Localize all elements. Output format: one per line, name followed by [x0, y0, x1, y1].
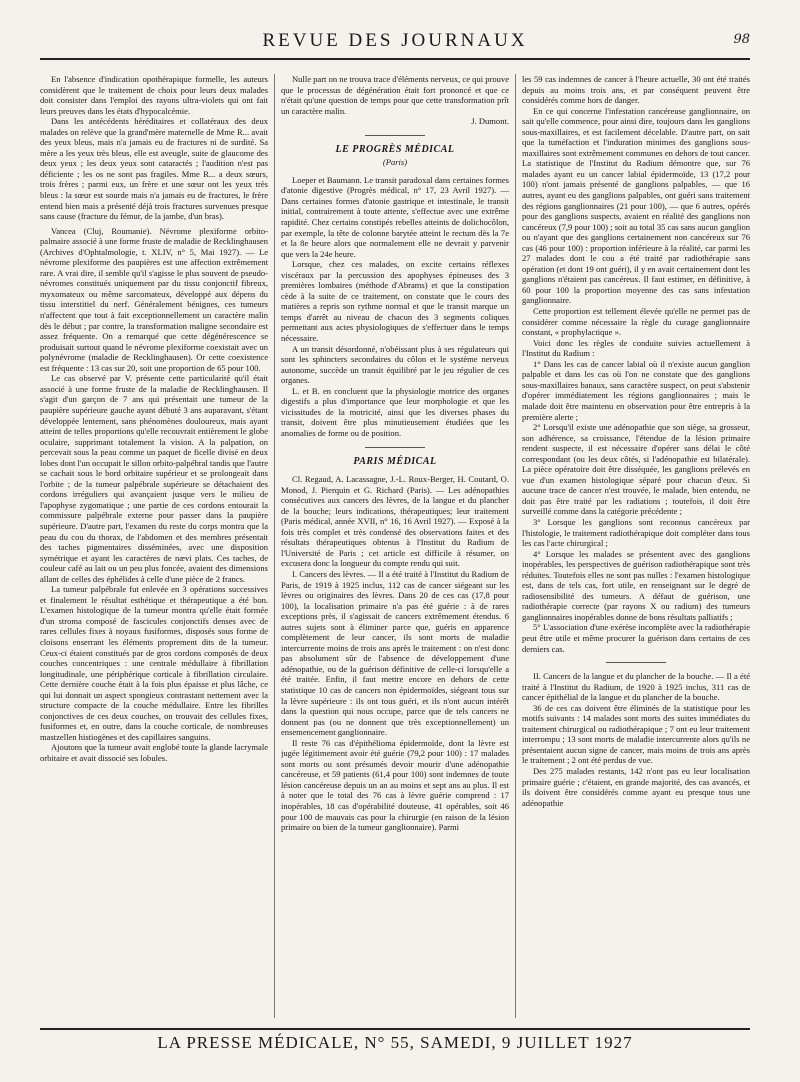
paragraph: Nulle part on ne trouva trace d'éléments nerveux, ce qui prouve que le processus de dégénération était fort prononcé et que ce n'était qu'une question de temps pour que cette transformation prît un caractère malin.	[281, 74, 509, 116]
section-divider	[606, 662, 666, 663]
paragraph: Voici donc les règles de conduite suivies actuellement à l'Institut du Radium :	[522, 337, 750, 359]
running-footer	[40, 1028, 750, 1058]
paragraph: L. et B. en concluent que la physiologie motrice des organes digestifs a plus d'importance que leur morphologie et que les vicissitudes de la motricité, ainsi que les diverses phases du transit, doivent être plus minutieusement étudiées que les anomalies de forme ou de position.	[281, 385, 509, 438]
paragraph: Dans les antécédents héréditaires et collatéraux des deux malades on relève que la grand'mère maternelle de Mme R... avait des yeux bleus, mais n'a jamais eu de fractures ni de surdité. Sa mère a les yeux très bleus, elle est aveugle, suite de glaucome des deux yeux ; les deux yeux sont cataractés ; l'audition n'est pas déficiente ; les os ne sont pas fragiles. Mme R... a deux sœurs, trois frères ; parmi eux, un frère et une sœur ont les yeux très bleus : la sœur est sourde mais n'a jamais eu de fractures, le frère entend bien mais a présenté déjà trois fractures survenues presque sans cause (fracture du fémur, de la jambe, d'un bras).	[40, 116, 268, 222]
section-title-paris-medical: PARIS MÉDICAL	[353, 455, 437, 467]
journal-section-title: REVUE DES JOURNAUX	[262, 30, 528, 51]
paragraph: 2° Lorsqu'il existe une adénopathie que son siège, sa grosseur, son adhérence, sa croissance, l'étendue de la lésion primaire rendent suspecte, il est nécessaire d'opérer sans délai le côté correspondant (ou les deux côtés, si l'adénopathie est bilatérale). La pièce opératoire doit être disséquée, les ganglions prélevés en vue d'un examen histologique séparé pour chacun d'eux. Si aucune trace de cancer n'est trouvée, le malade, bien entendu, ne doit pas être traité par les radiations ; toutefois, il doit être surveillé comme dans la catégorie précédente ;	[522, 422, 750, 517]
paragraph: I. Cancers des lèvres. — Il a été traité à l'Institut du Radium de Paris, de 1919 à 1925 inclus, 112 cas de cancer siégeant sur les lèvres ou originaires des lèvres. Dans 20 de ces cas (17,8 pour 100), la localisation primaire n'a pas été guérie : à de rares exceptions près, il s'agissait de cancers extrêmement étendus. 6 autres sujets sont à éliminer parce que, guéris en apparence complètement de leur cancer, ils sont morts de maladie intercurrente moins de trois ans après le traitement : on n'est donc pas absolument sûr de l'absence de développement d'une adénopathie, ou de la guérison définitive de celle-ci lorsqu'elle a été traitée. Enfin, il faut mettre encore en dehors de cette statistique 10 cas de cancers non épidermoïdes, siégeant tous sur la lèvre supérieure : ils ont tous guéri, et ils n'ont aucun intérêt dans la question qui nous occupe, parce que de tels cancers ne donnent pas (ou ne donnent que très exceptionnellement) un ensemencement ganglionnaire.	[281, 568, 509, 738]
abstract-regaud: Cl. Regaud, A. Lacassagne, J.-L. Roux-Berger, H. Coutard, O. Monod, J. Pierquin et G. Richard (Paris). — Les adénopathies consécutives aux cancers des lèvres, de la langue et du plancher de la bouche; leurs indications, thérapeutiques; leur traitement (Paris médical, année XVII, n° 16, 16 Avril 1927). — Exposé à la fois très complet et très condensé des observations faites et des résultats thérapeutiques obtenus à l'Institut du Radium de l'Université de Paris ; cet article est difficile à résumer, on excusera donc la longueur du compte rendu qui suit.	[281, 474, 509, 569]
paragraph: La tumeur palpébrale fut enlevée en 3 opérations successives et finalement le résultat esthétique et thérapeutique a été bon. L'examen histologique de la tumeur montra qu'elle était formée d'un stroma composé de fascicules conjonctifs denses avec de rares cellules fixes à noyaux fusiformes, disposés sous forme de cloisons enserrant les éléments proprement dits de la tumeur. Ceux-ci étaient constitués par de gros cordons composés de deux couches concentriques : une centrale médullaire à fibrillation longitudinale, une périphérique corticale à fibrillation circulaire. Cette dernière couche était à la fois plus épaisse et plus lâche, ce qui lui donnait un aspect spongieux contrastant nettement avec la structure compacte de la couche médullaire. Entre les fibrilles conjonctives de ces deux couches, on trouvait des cellules fixes, fusiformes et, en outre, dans la couche corticale, de nombreuses mastzellen histiogènes et des capillaires sanguins.	[40, 584, 268, 742]
paragraph: En l'absence d'indication opothérapique formelle, les auteurs considèrent que le traitement de choix pour leurs deux malades doit consister dans l'emploi des rayons ultra-violets qui ont fait leurs preuves dans les états d'hypocalcémie.	[40, 74, 268, 116]
abstract-vancea: Vancea (Cluj, Roumanie). Névrome plexiforme orbito-palmaire associé à une forme fruste de maladie de Recklinghausen (Archives d'Ophtalmologie, t. XLIV, n° 5, Mai 1927). — Le névrome plexiforme des paupières est une affection extrêmement rare. A vrai dire, il semble qu'il s'agisse le plus souvent de pseudo-névromes constitués uniquement par du tissu conjonctif fibreux, myxomateux ou même sarcomateux, développé aux dépens du tissu interstitiel du nerf. Généralement bénignes, ces tumeurs n'affectent que tout à fait exceptionnellement un caractère malin dès le début ; par contre, la transformation maligne secondaire est assez fréquente. On a remarqué que cette dégénérescence se produisait surtout quand le névrome plexiforme coexistait avec un polynévrome (maladie de Recklinghausen). Or cette coexistence est fréquente : 13 cas sur 20, soit une proportion de 65 pour 100.	[40, 225, 268, 373]
section-title-progres-medical: LE PROGRÈS MÉDICAL	[335, 143, 455, 155]
column-rule	[515, 74, 516, 1018]
author-signature: J. Dumont.	[471, 116, 509, 127]
paragraph: Le cas observé par V. présente cette particularité qu'il était associé à une forme fruste de la maladie de Recklinghausen. Il s'agit d'un garçon de 7 ans qui présentait une tumeur de la paupière supérieure gauche ayant débuté 3 ans auparavant, s'étant développée lentement, sans phénomènes douloureux, mais ayant atteint de telles proportions qu'elle recouvrait entièrement le globe oculaire, supprimant totalement la vision. A la palpation, on percevait sous la peau comme un paquet de ficelle divisé en deux lobes dont l'un occupait le sillon orbito-palpébral tandis que l'autre se cachait sous le bord orbitaire supérieur et se prolongeait dans l'orbite ; de la tumeur palpébrale supérieure se détachaient des cordons irréguliers qui avançaient jusque vers le milieu de l'apophyse zygomatique ; une partie de ces cordons entourait la commissure palpébrale externe pour passer dans la paupière supérieure. D'autre part, l'examen du reste du corps montra que la peau du cou du thorax, de l'abdomen et des membres présentait des taches pigmentaires disséminées, avec une disposition symétrique et ayant les caractères de nævi plats. Ces taches, de couleur café au lait ou un peu plus foncée, avaient des dimensions allant de celles des éphélides à celle d'une pièce de 2 francs.	[40, 373, 268, 584]
paragraph: 1° Dans les cas de cancer labial où il n'existe aucun ganglion palpable et dans les cas où l'on ne constate que des ganglions sous-maxillaires banaux, sans caractère suspect, on peut s'abstenir d'opérer immédiatement les régions ganglionnaires ; mais le malade doit être maintenu en observation pour être entrepris à la première alerte ;	[522, 358, 750, 422]
column-rule	[274, 74, 275, 1018]
paragraph: 5° L'association d'une exérèse incomplète avec la radiothérapie peut être utile et même procurer la guérison dans certains de ces derniers cas.	[522, 622, 750, 654]
section-divider	[365, 447, 425, 448]
paragraph: Il reste 76 cas d'épithélioma épidermoïde, dont la lèvre est jugée légitimement avoir été guérie (79,2 pour 100) : 17 malades sont morts ou sont présumés devoir mourir d'une adénopathie cancéreuse, et 59 patients (61,4 pour 100) sont indemnes de toute lésion cancéreuse depuis un an au moins et sept ans au plus. Il est à noter que le total des 76 cas à lèvre guérie comprend : 17 inopérables, 18 cas d'opérabilité douteuse, 41 opérables, soit 46 pour 100 de mauvais cas pour la chirurgie (en raison de la lésion primaire ou bien de la tumeur ganglionnaire). Parmi	[281, 737, 509, 833]
abstract-loeper: Loeper et Baumann. Le transit paradoxal dans certaines formes d'atonie digestive (Progrès médical, n° 17, 23 Avril 1927). — Dans certaines formes d'atonie gastrique et intestinale, le transit initial, contrairement à toute attente, s'effectue avec une extrême rapidité. Chez certains constipés rebelles atteints de dolichocôlon, par exemple, la tête de colonne barytée atteint le rectum dès la 7e et la 8e heure alors que normalement elle ne devrait y parvenir que vers la 24e heure.	[281, 174, 509, 259]
paragraph: Cette proportion est tellement élevée qu'elle ne permet pas de considérer comme nécessaire la règle du curage ganglionnaire constant, « prophylactique ».	[522, 306, 750, 338]
paragraph: Lorsque, chez ces malades, on excite certains réflexes viscéraux par la percussion des apophyses épineuses des 3 premières lombaires (méthode d'Abrams) et que la constipation cède à la suite de ce traitement, on constate que le cours des matières a repris son rythme normal et que le transit marque un temps d'arrêt au niveau de chacun des 3 segments coliques permettant aux actes physiologiques de s'effectuer dans le temps nécessaire.	[281, 259, 509, 344]
paragraph: Ajoutons que la tumeur avait englobé toute la glande lacrymale orbitaire et avait dissocié ses lobules.	[40, 742, 268, 763]
column-right	[522, 74, 750, 1018]
paragraph: les 59 cas indemnes de cancer à l'heure actuelle, 30 ont été traités depuis au moins trois ans, et par conséquent peuvent être considérés comme hors de danger.	[522, 74, 750, 106]
paragraph: II. Cancers de la langue et du plancher de la bouche. — Il a été traité à l'Institut du Radium, de 1920 à 1925 inclus, 311 cas de cancer épithélial de la langue et du plancher de la bouche.	[522, 671, 750, 703]
paragraph: 36 de ces cas doivent être éliminés de la statistique pour les motifs suivants : 14 malades sont morts des suites immédiates du traitement chirurgical ou radiothérapique ; 7 ont eu leur traitement interrompu ; 13 sont morts de maladie intercurrente alors qu'ils ne présentaient aucun signe de cancer, mais moins de trois ans après le traitement ; 2 ont été perdus de vue.	[522, 702, 750, 766]
paragraph: 4° Lorsque les malades se présentent avec des ganglions inopérables, les perspectives de guérison radiothérapique sont très réduites. Toutefois elles ne sont pas nulles : l'examen histologique est, dans de tels cas, fort utile, en renseignant sur le degré de radiosensibilité des tumeurs. A défaut de guérison, une radiothérapie correcte (par rayons X ou radium) des tumeurs ganglionnaires inopérables donne de bons résultats palliatifs ;	[522, 548, 750, 622]
section-divider	[365, 135, 425, 136]
paragraph: 3° Lorsque les ganglions sont reconnus cancéreux par l'histologie, le traitement radiothérapique doit compléter dans tous les cas l'acte chirurgical ;	[522, 516, 750, 549]
section-subtitle: (Paris)	[382, 157, 408, 168]
paragraph: En ce qui concerne l'infestation cancéreuse ganglionnaire, on sait qu'elle commence, pour ainsi dire, toujours dans les ganglions sous-maxillaires, et est facilement décelable. D'autre part, on sait que la tuméfaction et l'induration minimes des ganglions sous-maxillaires sont extrêmement communes en dehors de tout cancer. La statistique de l'Institut du Radium démontre que, sur 76 malades ayant eu un cancer labial épidermoïde, 13 (17,2 pour 100) n'ont jamais présenté de ganglions palpables, — que 16 autres, ayant eu des ganglions palpables, ont guéri sans traitement des régions ganglionnaires (21 pour 100), — que 6 autres, opérés pour des ganglions suspects, avaient en réalité des ganglions non cancéreux (7,9 pour 100) ; soit au total 35 cas sans aucun ganglion ou n'ayant que des ganglions certainement non cancéreux sur 76 cas (46 pour 100) : proportion inférieure à la réalité, car parmi les 27 malades dont le cou a été traité par radiothérapie sans opération (et dont 19 ont guéri), il y en avait certainement dont les ganglions n'étaient pas cancéreux. Il faut estimer, en définitive, à 60 pour 100 la proportion moyenne des cas sans infestation ganglionnaire.	[522, 105, 750, 306]
article-columns	[40, 74, 750, 1018]
column-middle	[281, 74, 509, 1018]
running-header	[40, 30, 750, 60]
paragraph: Des 275 malades restants, 142 n'ont pas eu leur localisation primaire guérie ; c'étaient, en grande majorité, des cas avancés, et ils doivent être considérés comme ayant eu presque tous une adénopathie	[522, 766, 750, 808]
page-number: 98	[733, 32, 750, 47]
column-left	[40, 74, 268, 1018]
paragraph: A un transit désordonné, n'obéissant plus à ses régulateurs qui sont les sphincters secondaires du côlon et le système nerveux autonome, succède un transit équilibré par le jeu régulier de ces organes.	[281, 343, 509, 386]
journal-issue-line: LA PRESSE MÉDICALE, N° 55, SAMEDI, 9 JUILLET 1927	[157, 1033, 633, 1052]
